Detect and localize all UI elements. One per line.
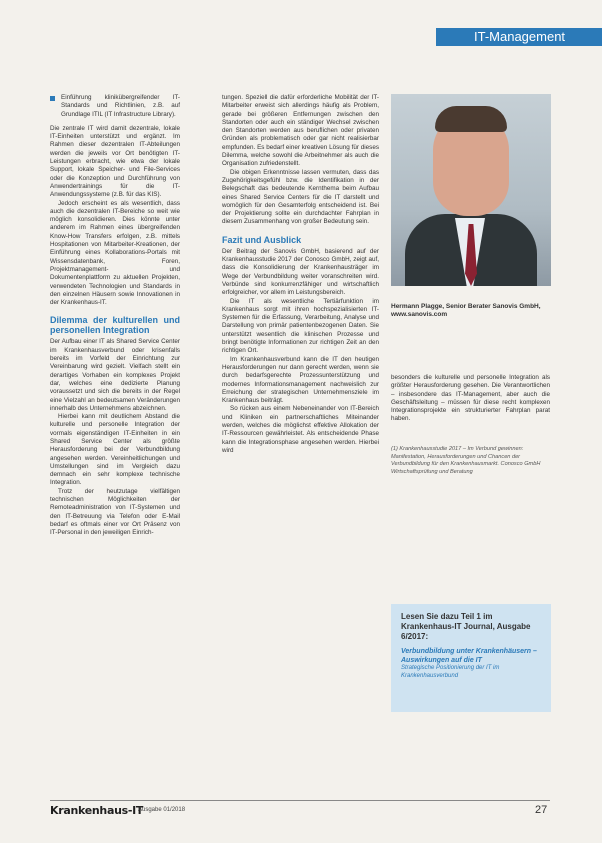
paragraph: Die obigen Erkenntnisse lassen vermuten, dass das Zugehörigkeitsgefühl bzw. die Identifikation in der Belegschaft das bedeutende Kernthema beim Aufbau eines Shared Service Centers für die IT darstellt und womöglich für den Gesamterfolg entscheidend ist. Bei der Projektierung sollte ein durchdachter Fahrplan in diesem Zusammenhang von großer Bedeutung sein.: [222, 168, 379, 226]
footnote: (1) Krankenhausstudie 2017 – Im Verbund gewinnen: Manifestation, Herausforderungen und Chancen der Verbundbildung für den Krankenhausmarkt. Conosco GmbH Wirtschaftsprüfung und Beratung: [391, 446, 541, 475]
list-item-text: Einführung klinikübergreifender IT-Standards und Richtlinien, z.B. auf Grundlage ITIL (IT Infrastructure Library).: [61, 94, 180, 118]
footer-divider: [50, 800, 550, 801]
paragraph: besonders die kulturelle und personelle Integration als größter Herausforderung gesehen. Die Verantwortlichen – insbesondere das IT-Management, aber auch die Geschäftsleitung – müssen für diese recht komplexen Integrationsprojekte ein strukturierter Fahrplan parat haben.: [391, 374, 550, 423]
paragraph: Der Aufbau einer IT als Shared Service Center im Krankenhausverbund oder krisenfalls bereits im Vorfeld der Einrichtung zur Vereinbarung wird gezielt. Vielfach stellt ein derartiges Vorhaben ein komplexes Projekt dar, welches eine dedizierte Planung voraussetzt und sich die bereits in der Regel eine Vielzahl an bedeutsamen Veränderungen innerhalb des Unternehmens abzeichnen.: [50, 338, 180, 412]
promo-intro: Lesen Sie dazu Teil 1 im Krankenhaus-IT Journal, Ausgabe 6/2017:: [401, 612, 531, 641]
section-title: IT-Management: [474, 29, 566, 44]
paragraph: Hierbei kann mit deutlichem Abstand die kulturelle und personelle Integration der vormals eigenständigen IT-Einheiten in ein Shared Service Center als größte Herausforderung bei der Verbundbildung angesehen werden. Vereinheitlichungen und Umstellungen sind im Vergleich dazu demnach ein sehr komplexe technische Integration.: [50, 413, 180, 487]
paragraph: Der Beitrag der Sanovis GmbH, basierend auf der Krankenhausstudie 2017 der Conosco GmbH, zeigt auf, dass die Konsolidierung der Krankenhausträger im Wege der Verbundbildung weiter voranschreiten wird. Verbünde sind konkurrenzfähiger und wirtschaftlich erfolgreicher, vor allem im Leistungsbereich.: [222, 247, 379, 297]
paragraph: Jedoch erscheint es als wesentlich, dass auch die dezentralen IT-Bereiche so weit wie möglich konsolidieren. Dies könnte unter anderem im Rahmen eines übergreifenden Know-How Transfers erfolgen, z.B. mittels Hospitationen von Mitarbeiter-Kreationen, der Einführung eines Kollaborations-Portals mit Wissensdatenbank, Foren, Projektmanagement- und Dokumentenplattform zu aktuellen Projekten, verwendeten Technologien und Standards in den einzelnen Häusern sowie Innovationen in der Krankenhaus-IT.: [50, 199, 180, 307]
paragraph: tungen. Speziell die dafür erforderliche Mobilität der IT-Mitarbeiter erweist sich allerdings häufig als Problem, gerade bei größeren Entfernungen zwischen den Standorten oder auch ein ständiger Wechsel zwischen den Standorten werden aus beruflichen oder privaten Gründen als problematisch oder gar nicht realisierbar empfunden. Es bedarf einer kreativen Lösung für dieses Dilemma, welche sowohl die Arbeitnehmer als auch die Organisation zufriedenstellt.: [222, 94, 379, 168]
article-column-3: [391, 374, 550, 424]
paragraph: Trotz der heutzutage vielfältigen technischen Möglichkeiten der Remoteadministration von IT-Systemen und den IT-Betreuung via Telefon oder E-Mail bedarf es oftmals einer vor Ort Präsenz von IT-Personal in den jeweiligen Einrich-: [50, 487, 180, 537]
paragraph: So rücken aus einem Nebeneinander von IT-Bereich und Kliniken ein partnerschaftliches Miteinander werden, welches die möglichst effektive Allokation der IT-Ressourcen gewährleistet. Als entscheidende Phase kann die Integrationsphase angesehen werden. Hierbei wird: [222, 405, 379, 454]
photo-caption: Hermann Plagge, Senior Berater Sanovis GmbH, www.sanovis.com: [391, 303, 541, 318]
list-item: [50, 94, 180, 119]
section-header: [436, 28, 602, 46]
promo-box: [391, 604, 551, 712]
paragraph: Im Krankenhausverbund kann die IT den heutigen Herausforderungen nur dann gerecht werden, wenn sie durch bedarfsgerechte Prozessunterstützung und modernes Informationsmanagement nachweislich zur Erreichung der strategischen Unternehmensziele im Krankenhaus beiträgt.: [222, 355, 379, 405]
section-heading: Dilemma der kulturellen und personellen Integration: [50, 315, 180, 336]
promo-subtitle: Strategische Positionierung der IT im Krankenhausverbund: [401, 665, 500, 679]
paragraph: Die IT als wesentliche Tertiärfunktion im Krankenhaus sorgt mit ihren hochspezialisierten IT-Systemen für die Erfassung, Verarbeitung, Analyse und Darstellung von primär patientenbezogenen Daten. Sie unterstützt wesentlich die klinischen Prozesse und bringt benötigte Informationen zur richtigen Zeit an den richtigen Ort.: [222, 297, 379, 355]
article-column-1: [50, 94, 180, 538]
author-photo: [391, 94, 551, 286]
paragraph: Die zentrale IT wird damit dezentrale, lokale IT-Einheiten unterstützt und ergänzt. Im Rahmen dieser dezentralen IT-Abteilungen werden die jeweils vor Ort benötigten IT-Leistungen erbracht, wie etwa der lokale Support, lokale Speicher- und File-Services oder die Konzeption und Durchführung von Anwendertrainings für die IT-Anwendungssysteme (z.B. für das KIS).: [50, 124, 180, 199]
promo-title: Verbundbildung unter Krankenhäusern – Auswirkungen auf die IT: [401, 648, 537, 664]
article-column-2: [222, 94, 379, 455]
magazine-logo: Krankenhaus-IT: [50, 804, 144, 817]
page-number: 27: [535, 804, 548, 816]
issue-label: Ausgabe 01/2018: [138, 807, 186, 813]
bullet-square-icon: [50, 96, 55, 101]
section-heading: Fazit und Ausblick: [222, 234, 302, 245]
